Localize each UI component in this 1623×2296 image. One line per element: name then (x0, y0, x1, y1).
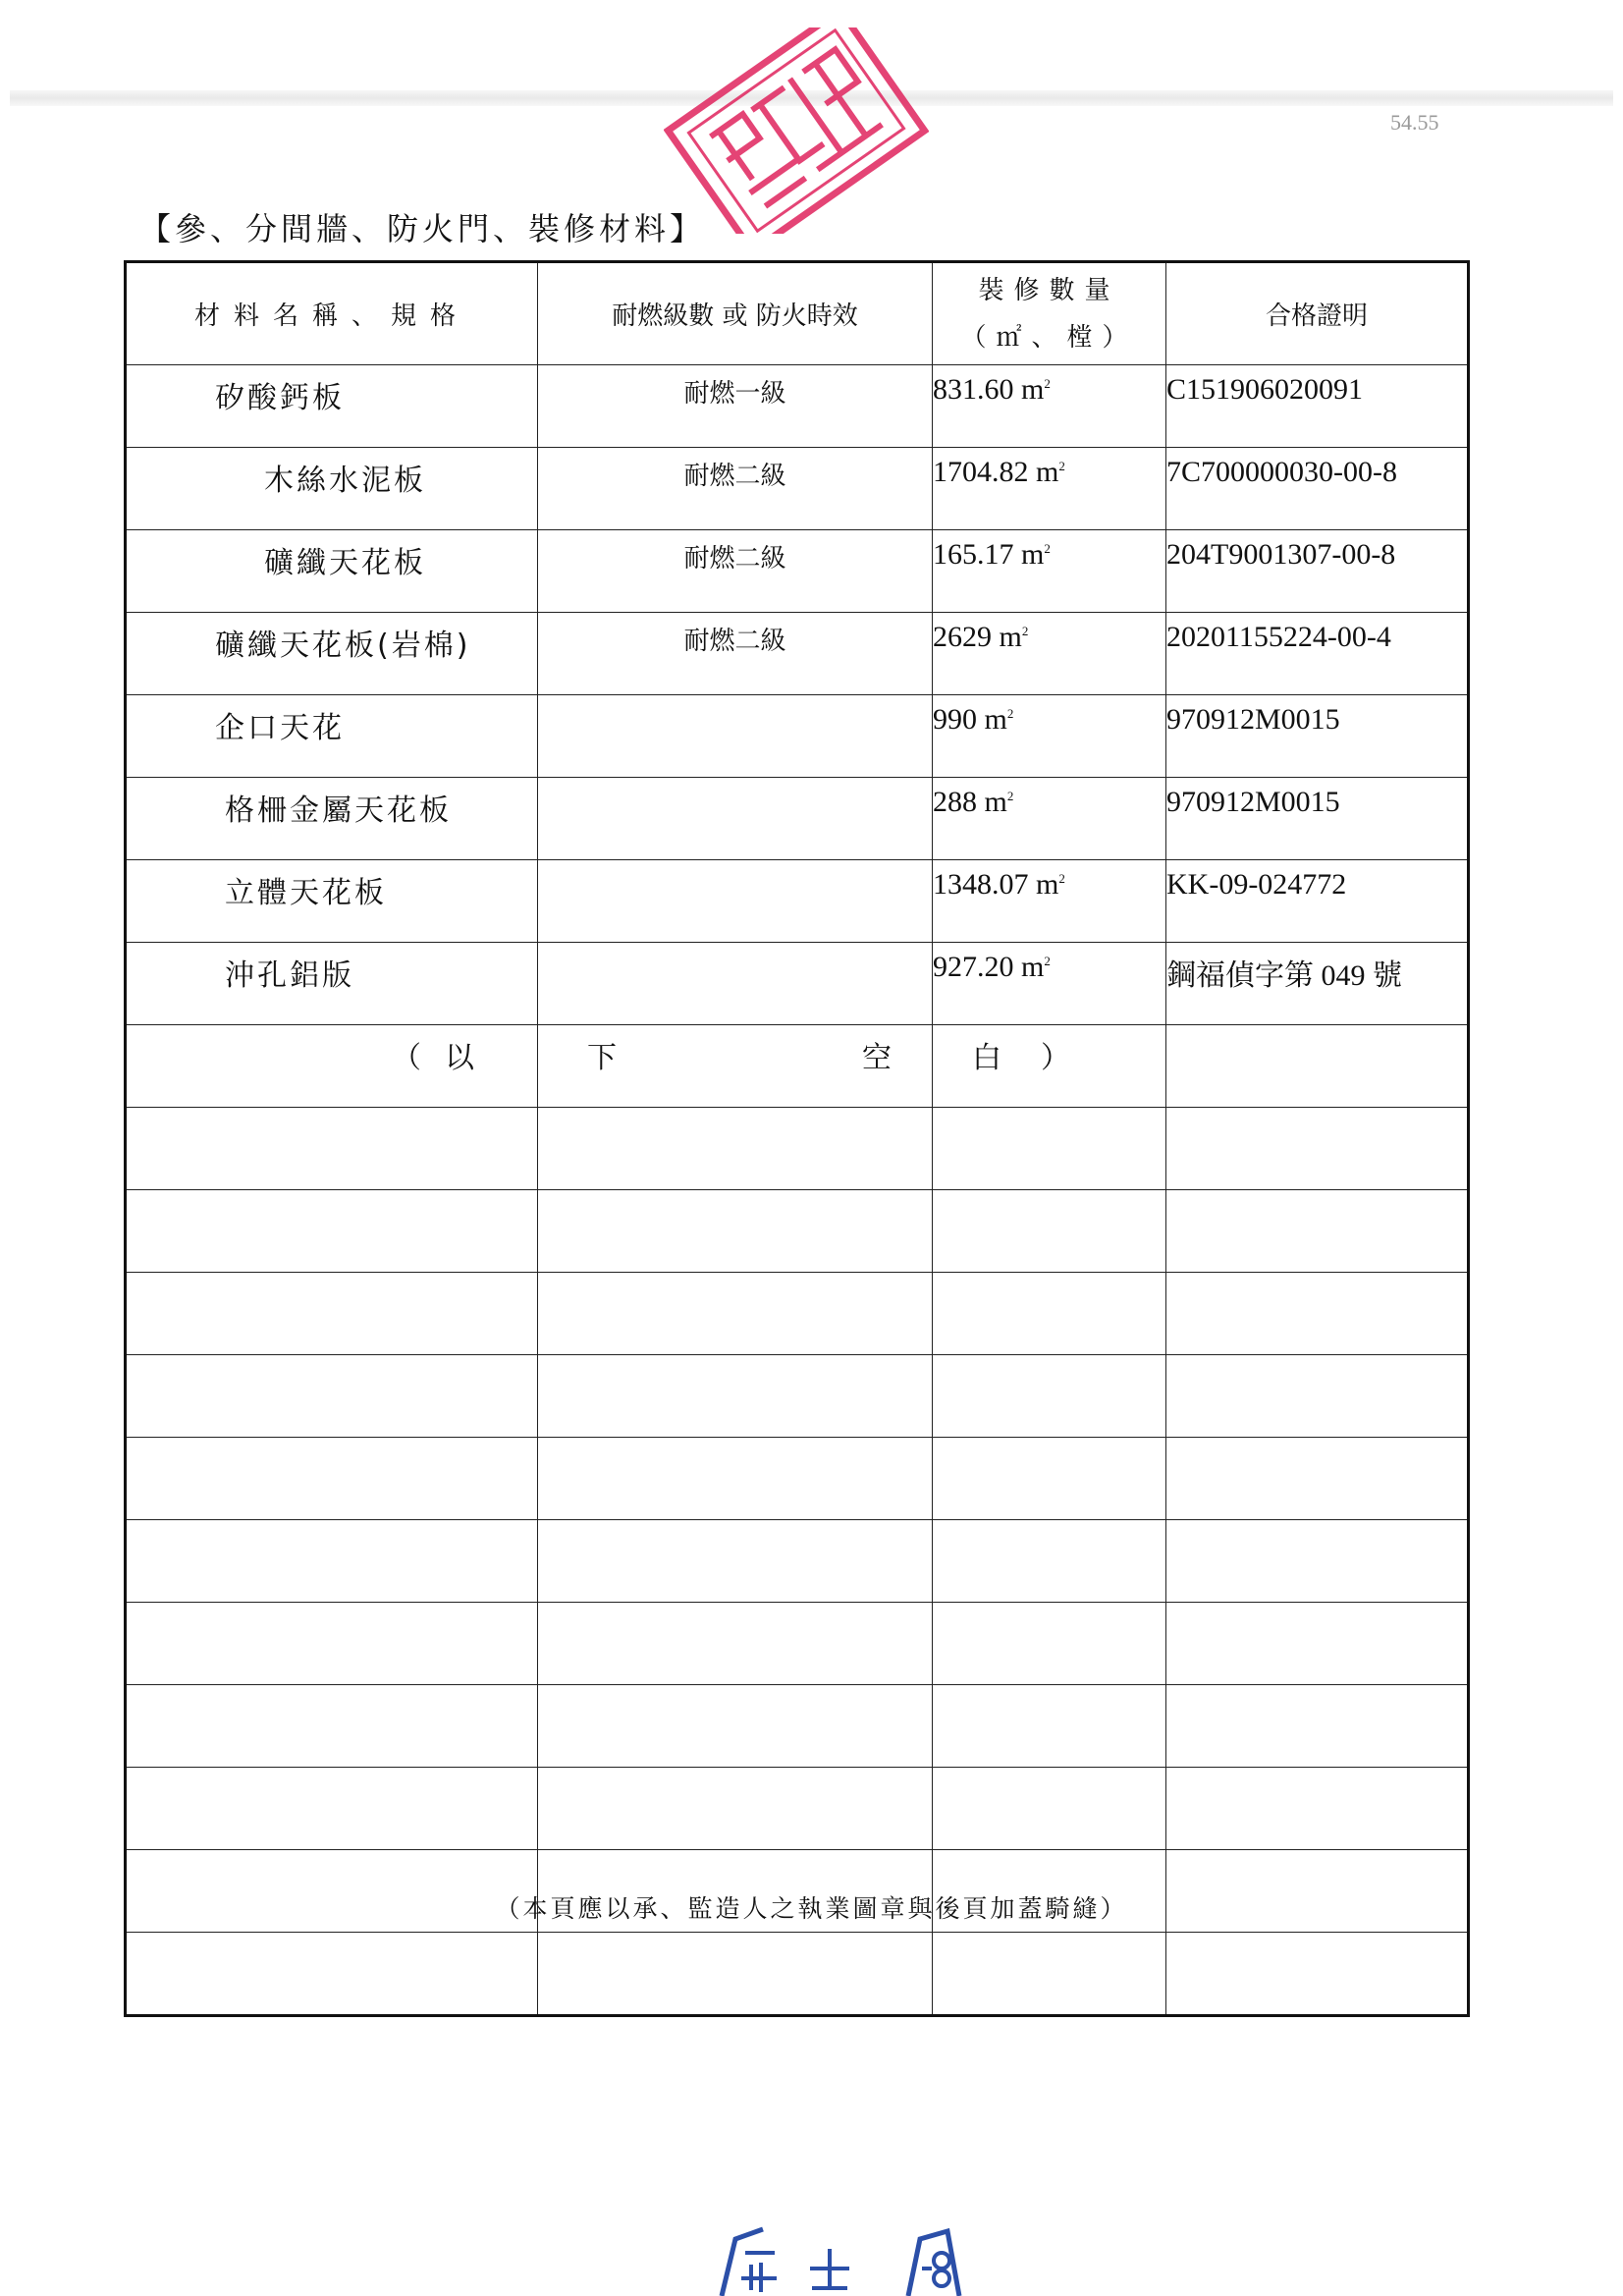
quantity-value: 165.17 (933, 538, 1014, 571)
empty-cell (933, 1933, 1166, 2016)
quantity-unit: m (999, 621, 1022, 653)
quantity-value: 1348.07 (933, 868, 1029, 901)
quantity-unit: m (1036, 868, 1059, 901)
certificate-number: C151906020091 (1166, 365, 1469, 448)
quantity (933, 943, 1166, 1025)
table-row (126, 695, 1469, 778)
empty-cell (538, 1933, 933, 2016)
unit-superscript: 2 (1058, 459, 1065, 473)
empty-cell (126, 1190, 538, 1273)
quantity-value: 2629 (933, 621, 992, 653)
quantity (933, 613, 1166, 695)
empty-cell (933, 1520, 1166, 1603)
quantity (933, 530, 1166, 613)
quantity-unit: m (984, 703, 1007, 736)
empty-cell (1166, 1603, 1469, 1685)
blank-close-paren: ） (1041, 1041, 1070, 1075)
material-name: 礦纖天花板 (126, 530, 538, 613)
blank-marker-cell (126, 1025, 538, 1108)
table-row (126, 778, 1469, 860)
header-quantity (933, 262, 1166, 365)
quantity-value: 927.20 (933, 951, 1014, 983)
empty-cell (933, 1685, 1166, 1768)
certificate-number: 20201155224-00-4 (1166, 613, 1469, 695)
empty-table-row (126, 1685, 1469, 1768)
empty-cell (538, 1603, 933, 1685)
quantity (933, 778, 1166, 860)
quantity-value: 990 (933, 703, 977, 736)
unit-superscript: 2 (1006, 789, 1014, 803)
fire-rating: 耐燃二級 (538, 448, 933, 530)
unit-superscript: 2 (1044, 541, 1051, 556)
empty-cell (933, 1190, 1166, 1273)
header-certificate: 合格證明 (1166, 262, 1469, 365)
empty-table-row (126, 1190, 1469, 1273)
unit-superscript: 2 (1044, 376, 1051, 391)
footnote: （本頁應以承、監造人之執業圖章與後頁加蓋騎縫） (495, 1894, 1128, 1923)
empty-cell (538, 1190, 933, 1273)
unit-superscript: 2 (1006, 706, 1014, 721)
empty-cell (1166, 1108, 1469, 1190)
table-header-row (126, 262, 1469, 365)
empty-cell (1166, 1685, 1469, 1768)
material-name: 矽酸鈣板 (126, 365, 538, 448)
empty-cell (933, 1438, 1166, 1520)
empty-cell (1166, 1355, 1469, 1438)
blank-marker-cell (933, 1025, 1166, 1108)
blank-open-paren: （ (392, 1041, 421, 1075)
fire-rating (538, 943, 933, 1025)
blank-marker-row (126, 1025, 1469, 1108)
quantity-value: 831.60 (933, 373, 1014, 406)
empty-table-row (126, 1933, 1469, 2016)
empty-cell (126, 1108, 538, 1190)
table-row (126, 530, 1469, 613)
header-fire-rating: 耐燃級數 或 防火時效 (538, 262, 933, 365)
quantity (933, 695, 1166, 778)
empty-table-row (126, 1603, 1469, 1685)
certificate-number: 鋼福偵字第 049 號 (1166, 943, 1469, 1025)
quantity (933, 448, 1166, 530)
quantity-unit: m (1036, 456, 1059, 488)
empty-cell (538, 1273, 933, 1355)
empty-table-row (126, 1273, 1469, 1355)
blank-char-2: 下 (587, 1041, 617, 1075)
quantity-unit: m (1021, 538, 1045, 571)
header-material-name: 材料名稱、規格 (126, 262, 538, 365)
empty-cell (538, 1685, 933, 1768)
quantity-value: 288 (933, 786, 977, 818)
certificate-number: 204T9001307-00-8 (1166, 530, 1469, 613)
table-row (126, 860, 1469, 943)
header-quantity-line2: （㎡、樘） (960, 322, 1138, 353)
empty-table-row (126, 1768, 1469, 1850)
empty-cell (126, 1603, 538, 1685)
blank-marker-cell (538, 1025, 933, 1108)
page-number: 54.55 (1390, 110, 1439, 135)
material-name: 沖孔鋁版 (126, 943, 538, 1025)
empty-cell (933, 1108, 1166, 1190)
empty-cell (126, 1438, 538, 1520)
fire-rating: 耐燃二級 (538, 613, 933, 695)
empty-cell (538, 1768, 933, 1850)
blank-marker-cell (1166, 1025, 1469, 1108)
empty-table-row (126, 1438, 1469, 1520)
blank-char-3: 空 (862, 1041, 892, 1075)
quantity-value: 1704.82 (933, 456, 1029, 488)
certificate-number: 970912M0015 (1166, 778, 1469, 860)
table-row (126, 365, 1469, 448)
section-title: 【參、分間牆、防火門、裝修材料】 (139, 210, 706, 247)
materials-table (124, 260, 1470, 2017)
empty-cell (1166, 1438, 1469, 1520)
empty-cell (1166, 1273, 1469, 1355)
empty-cell (126, 1685, 538, 1768)
empty-cell (1166, 1933, 1469, 2016)
empty-cell (933, 1355, 1166, 1438)
certificate-number: KK-09-024772 (1166, 860, 1469, 943)
empty-cell (933, 1603, 1166, 1685)
material-name: 格柵金屬天花板 (126, 778, 538, 860)
empty-cell (126, 1273, 538, 1355)
unit-superscript: 2 (1044, 954, 1051, 968)
empty-cell (1166, 1520, 1469, 1603)
empty-cell (933, 1768, 1166, 1850)
empty-table-row (126, 1520, 1469, 1603)
empty-cell (1166, 1768, 1469, 1850)
blank-char-1: 以 (445, 1041, 474, 1075)
header-quantity-line1: 裝修數量 (978, 275, 1120, 305)
fire-rating: 耐燃二級 (538, 530, 933, 613)
empty-cell (126, 1520, 538, 1603)
fire-rating (538, 778, 933, 860)
certificate-number: 7C700000030-00-8 (1166, 448, 1469, 530)
empty-cell (126, 1355, 538, 1438)
quantity (933, 860, 1166, 943)
table-row (126, 613, 1469, 695)
empty-cell (538, 1520, 933, 1603)
material-name: 木絲水泥板 (126, 448, 538, 530)
blue-seal-stamp (702, 2210, 982, 2296)
certificate-number: 970912M0015 (1166, 695, 1469, 778)
fire-rating (538, 860, 933, 943)
quantity (933, 365, 1166, 448)
unit-superscript: 2 (1058, 871, 1065, 886)
empty-cell (538, 1438, 933, 1520)
empty-cell (126, 1768, 538, 1850)
quantity-unit: m (984, 786, 1007, 818)
red-seal-stamp (664, 27, 929, 234)
empty-cell (933, 1273, 1166, 1355)
material-name: 礦纖天花板(岩棉) (126, 613, 538, 695)
fire-rating (538, 695, 933, 778)
unit-superscript: 2 (1021, 624, 1029, 638)
blank-char-4: 白 (972, 1041, 1001, 1075)
empty-cell (126, 1933, 538, 2016)
material-name: 立體天花板 (126, 860, 538, 943)
empty-table-row (126, 1108, 1469, 1190)
empty-table-row (126, 1355, 1469, 1438)
quantity-unit: m (1021, 373, 1045, 406)
fire-rating: 耐燃一級 (538, 365, 933, 448)
empty-cell (1166, 1190, 1469, 1273)
empty-cell (538, 1108, 933, 1190)
material-name: 企口天花 (126, 695, 538, 778)
table-row (126, 448, 1469, 530)
empty-cell (538, 1355, 933, 1438)
table-row (126, 943, 1469, 1025)
quantity-unit: m (1021, 951, 1045, 983)
